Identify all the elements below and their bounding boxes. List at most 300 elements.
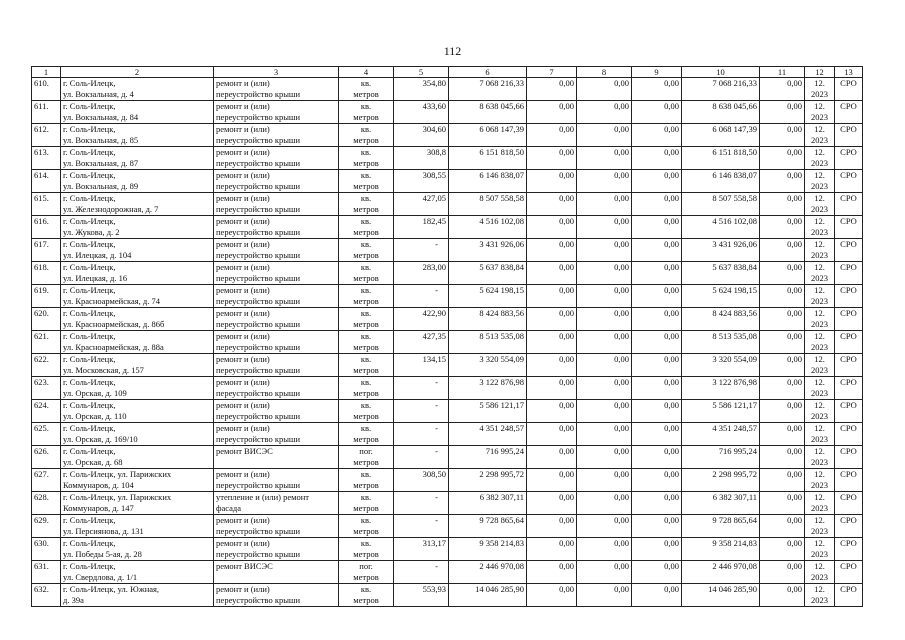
c7-text: 0,00 — [559, 354, 574, 364]
area-cell — [394, 308, 449, 331]
unit1-text: кв. — [360, 377, 372, 387]
n-text: 620. — [34, 308, 49, 318]
area-text: 308,50 — [422, 469, 446, 479]
src-text: СРО — [840, 216, 857, 226]
month-text: 12. — [814, 423, 825, 433]
c11-text: 0,00 — [787, 262, 802, 272]
src-text: СРО — [840, 377, 857, 387]
unit2-text: метров — [353, 526, 379, 536]
cost-cell — [577, 400, 632, 423]
addr2-text: Коммунаров, д. 147 — [63, 503, 134, 513]
area-text: 308,55 — [422, 170, 446, 180]
total-cost-cell — [449, 515, 527, 538]
unit2-text: метров — [353, 572, 379, 582]
c9-text: 0,00 — [664, 239, 679, 249]
unit-cell — [339, 78, 394, 101]
month-text: 12. — [814, 216, 825, 226]
month-text: 12. — [814, 584, 825, 594]
n-text: 628. — [34, 492, 49, 502]
c11-text: 0,00 — [787, 124, 802, 134]
addr2-text: ул. Илецкая, д. 104 — [63, 250, 132, 260]
c10-text: 7 068 216,33 — [712, 78, 757, 88]
unit-cell — [339, 331, 394, 354]
area-text: 354,80 — [422, 78, 446, 88]
month-text: 12. — [814, 492, 825, 502]
row-number-cell — [32, 285, 61, 308]
area-cell — [394, 78, 449, 101]
row-number-cell — [32, 423, 61, 446]
cost-cell — [760, 216, 805, 239]
cost-cell — [527, 400, 577, 423]
source-cell — [835, 193, 863, 216]
work-type-cell — [214, 469, 339, 492]
total-cost-cell — [449, 561, 527, 584]
unit-cell — [339, 170, 394, 193]
source-cell — [835, 469, 863, 492]
work-type-cell — [214, 239, 339, 262]
fund-cost-cell — [682, 170, 760, 193]
fund-cost-cell — [682, 101, 760, 124]
cost-cell — [632, 492, 682, 515]
n-text: 625. — [34, 423, 49, 433]
table-row — [32, 538, 863, 561]
deadline-cell — [805, 331, 835, 354]
unit2-text: метров — [353, 549, 379, 559]
fund-cost-cell — [682, 584, 760, 607]
cost-cell — [577, 124, 632, 147]
work1-text: ремонт и (или) — [216, 239, 270, 249]
area-cell — [394, 377, 449, 400]
source-cell — [835, 331, 863, 354]
source-cell — [835, 446, 863, 469]
cost-cell — [760, 515, 805, 538]
column-header: 4 — [339, 67, 394, 78]
column-header: 13 — [835, 67, 863, 78]
year-text: 2023 — [811, 526, 828, 536]
fund-cost-cell — [682, 469, 760, 492]
total-text: 8 513 535,08 — [479, 331, 524, 341]
work-type-cell — [214, 561, 339, 584]
total-text: 6 068 147,39 — [479, 124, 524, 134]
n-text: 615. — [34, 193, 49, 203]
unit2-text: метров — [353, 89, 379, 99]
c10-text: 14 046 285,90 — [708, 584, 757, 594]
c8-text: 0,00 — [614, 515, 629, 525]
cost-cell — [760, 239, 805, 262]
area-cell — [394, 147, 449, 170]
addr2-text: ул. Орская, д. 109 — [63, 388, 127, 398]
work-type-cell — [214, 331, 339, 354]
c7-text: 0,00 — [559, 285, 574, 295]
work1-text: ремонт и (или) — [216, 377, 270, 387]
cost-cell — [527, 377, 577, 400]
c10-text: 9 728 865,64 — [712, 515, 757, 525]
total-cost-cell — [449, 469, 527, 492]
deadline-cell — [805, 492, 835, 515]
c9-text: 0,00 — [664, 331, 679, 341]
column-header: 5 — [394, 67, 449, 78]
cost-cell — [577, 78, 632, 101]
total-cost-cell — [449, 400, 527, 423]
year-text: 2023 — [811, 273, 828, 283]
c9-text: 0,00 — [664, 584, 679, 594]
year-text: 2023 — [811, 296, 828, 306]
c10-text: 6 068 147,39 — [712, 124, 757, 134]
month-text: 12. — [814, 262, 825, 272]
total-cost-cell — [449, 124, 527, 147]
area-text: 427,05 — [422, 193, 446, 203]
area-cell — [394, 492, 449, 515]
area-cell — [394, 561, 449, 584]
total-text: 8 424 883,56 — [479, 308, 524, 318]
deadline-cell — [805, 101, 835, 124]
addr1-text: г. Соль-Илецк, ул. Парижских — [63, 492, 172, 502]
work-type-cell — [214, 354, 339, 377]
addr1-text: г. Соль-Илецк, — [63, 354, 116, 364]
c9-text: 0,00 — [664, 262, 679, 272]
area-cell — [394, 538, 449, 561]
c8-text: 0,00 — [614, 101, 629, 111]
area-text: 427,35 — [422, 331, 446, 341]
unit2-text: метров — [353, 503, 379, 513]
c9-text: 0,00 — [664, 147, 679, 157]
addr2-text: ул. Свердлова, д. 1/1 — [63, 572, 138, 582]
cost-cell — [527, 147, 577, 170]
table-row — [32, 193, 863, 216]
address-cell — [61, 331, 214, 354]
unit1-text: кв. — [360, 101, 372, 111]
table-row — [32, 469, 863, 492]
unit1-text: кв. — [360, 285, 372, 295]
c7-text: 0,00 — [559, 78, 574, 88]
c10-text: 9 358 214,83 — [712, 538, 757, 548]
cost-cell — [632, 78, 682, 101]
deadline-cell — [805, 515, 835, 538]
cost-cell — [760, 331, 805, 354]
table-row — [32, 515, 863, 538]
addr1-text: г. Соль-Илецк, — [63, 78, 116, 88]
table-row — [32, 584, 863, 607]
row-number-cell — [32, 308, 61, 331]
month-text: 12. — [814, 538, 825, 548]
row-number-cell — [32, 561, 61, 584]
c11-text: 0,00 — [787, 400, 802, 410]
address-cell — [61, 446, 214, 469]
work-type-cell — [214, 285, 339, 308]
n-text: 631. — [34, 561, 49, 571]
month-text: 12. — [814, 354, 825, 364]
cost-cell — [632, 285, 682, 308]
addr1-text: г. Соль-Илецк, — [63, 423, 116, 433]
source-cell — [835, 308, 863, 331]
cost-cell — [527, 285, 577, 308]
source-cell — [835, 538, 863, 561]
cost-cell — [632, 354, 682, 377]
area-text: - — [435, 446, 438, 456]
unit2-text: метров — [353, 342, 379, 352]
cost-cell — [632, 584, 682, 607]
n-text: 627. — [34, 469, 49, 479]
cost-cell — [577, 101, 632, 124]
cost-cell — [632, 469, 682, 492]
area-text: - — [435, 492, 438, 502]
row-number-cell — [32, 193, 61, 216]
cost-cell — [760, 400, 805, 423]
row-number-cell — [32, 584, 61, 607]
addr2-text: ул. Вокзальная, д. 87 — [63, 158, 139, 168]
c10-text: 2 446 970,08 — [712, 561, 757, 571]
total-cost-cell — [449, 446, 527, 469]
table-row — [32, 147, 863, 170]
table-row — [32, 124, 863, 147]
work-type-cell — [214, 101, 339, 124]
c8-text: 0,00 — [614, 216, 629, 226]
unit1-text: кв. — [360, 400, 372, 410]
fund-cost-cell — [682, 331, 760, 354]
address-cell — [61, 492, 214, 515]
n-text: 618. — [34, 262, 49, 272]
work2-text: переустройство крыши — [216, 227, 301, 237]
fund-cost-cell — [682, 354, 760, 377]
cost-cell — [527, 584, 577, 607]
area-cell — [394, 124, 449, 147]
cost-cell — [527, 239, 577, 262]
addr2-text: ул. Московская, д. 157 — [63, 365, 144, 375]
total-cost-cell — [449, 354, 527, 377]
n-text: 629. — [34, 515, 49, 525]
source-cell — [835, 515, 863, 538]
c7-text: 0,00 — [559, 170, 574, 180]
unit-cell — [339, 216, 394, 239]
source-cell — [835, 400, 863, 423]
total-cost-cell — [449, 101, 527, 124]
month-text: 12. — [814, 285, 825, 295]
table-row — [32, 492, 863, 515]
addr1-text: г. Соль-Илецк, ул. Южная, — [63, 584, 160, 594]
unit1-text: кв. — [360, 354, 372, 364]
source-cell — [835, 124, 863, 147]
fund-cost-cell — [682, 400, 760, 423]
work-type-cell — [214, 78, 339, 101]
n-text: 613. — [34, 147, 49, 157]
source-cell — [835, 147, 863, 170]
c10-text: 5 624 198,15 — [712, 285, 757, 295]
c7-text: 0,00 — [559, 561, 574, 571]
area-cell — [394, 262, 449, 285]
unit2-text: метров — [353, 365, 379, 375]
year-text: 2023 — [811, 112, 828, 122]
cost-cell — [527, 124, 577, 147]
year-text: 2023 — [811, 549, 828, 559]
total-text: 8 507 558,58 — [479, 193, 524, 203]
c9-text: 0,00 — [664, 492, 679, 502]
address-cell — [61, 239, 214, 262]
year-text: 2023 — [811, 595, 828, 605]
unit1-text: кв. — [360, 584, 372, 594]
work2-text: переустройство крыши — [216, 342, 301, 352]
src-text: СРО — [840, 423, 857, 433]
addr1-text: г. Соль-Илецк, — [63, 193, 116, 203]
c11-text: 0,00 — [787, 446, 802, 456]
unit-cell — [339, 308, 394, 331]
addr2-text: д. 39а — [63, 595, 84, 605]
src-text: СРО — [840, 354, 857, 364]
c7-text: 0,00 — [559, 331, 574, 341]
total-cost-cell — [449, 331, 527, 354]
unit-cell — [339, 377, 394, 400]
unit1-text: кв. — [360, 239, 372, 249]
column-header: 3 — [214, 67, 339, 78]
address-cell — [61, 285, 214, 308]
work-type-cell — [214, 124, 339, 147]
work-type-cell — [214, 170, 339, 193]
table-row — [32, 400, 863, 423]
cost-cell — [632, 170, 682, 193]
src-text: СРО — [840, 262, 857, 272]
work-type-cell — [214, 377, 339, 400]
month-text: 12. — [814, 308, 825, 318]
cost-cell — [527, 216, 577, 239]
cost-cell — [577, 308, 632, 331]
c11-text: 0,00 — [787, 377, 802, 387]
year-text: 2023 — [811, 503, 828, 513]
n-text: 626. — [34, 446, 49, 456]
addr1-text: г. Соль-Илецк, — [63, 377, 116, 387]
n-text: 617. — [34, 239, 49, 249]
c8-text: 0,00 — [614, 331, 629, 341]
unit1-text: кв. — [360, 262, 372, 272]
cost-cell — [760, 584, 805, 607]
c11-text: 0,00 — [787, 216, 802, 226]
cost-cell — [760, 285, 805, 308]
c7-text: 0,00 — [559, 101, 574, 111]
src-text: СРО — [840, 446, 857, 456]
work1-text: ремонт и (или) — [216, 584, 270, 594]
unit2-text: метров — [353, 434, 379, 444]
deadline-cell — [805, 446, 835, 469]
deadline-cell — [805, 124, 835, 147]
fund-cost-cell — [682, 515, 760, 538]
area-text: - — [435, 400, 438, 410]
deadline-cell — [805, 239, 835, 262]
year-text: 2023 — [811, 388, 828, 398]
area-text: 553,93 — [422, 584, 446, 594]
unit2-text: метров — [353, 227, 379, 237]
fund-cost-cell — [682, 78, 760, 101]
area-text: 313,17 — [422, 538, 446, 548]
source-cell — [835, 170, 863, 193]
cost-cell — [527, 78, 577, 101]
deadline-cell — [805, 354, 835, 377]
c9-text: 0,00 — [664, 538, 679, 548]
unit2-text: метров — [353, 595, 379, 605]
area-text: - — [435, 423, 438, 433]
area-cell — [394, 400, 449, 423]
cost-cell — [527, 170, 577, 193]
c10-text: 6 151 818,50 — [712, 147, 757, 157]
repair-register-table — [31, 66, 863, 607]
deadline-cell — [805, 538, 835, 561]
cost-cell — [527, 308, 577, 331]
unit-cell — [339, 538, 394, 561]
work2-text: переустройство крыши — [216, 89, 301, 99]
deadline-cell — [805, 584, 835, 607]
total-cost-cell — [449, 423, 527, 446]
work-type-cell — [214, 446, 339, 469]
src-text: СРО — [840, 170, 857, 180]
table-row — [32, 285, 863, 308]
table-row — [32, 78, 863, 101]
unit1-text: кв. — [360, 147, 372, 157]
unit2-text: метров — [353, 457, 379, 467]
address-cell — [61, 170, 214, 193]
column-header: 6 — [449, 67, 527, 78]
deadline-cell — [805, 400, 835, 423]
address-cell — [61, 400, 214, 423]
column-header: 2 — [61, 67, 214, 78]
total-cost-cell — [449, 78, 527, 101]
deadline-cell — [805, 377, 835, 400]
work2-text: переустройство крыши — [216, 204, 301, 214]
c9-text: 0,00 — [664, 400, 679, 410]
c9-text: 0,00 — [664, 423, 679, 433]
unit2-text: метров — [353, 480, 379, 490]
total-cost-cell — [449, 147, 527, 170]
c11-text: 0,00 — [787, 193, 802, 203]
column-header: 12 — [805, 67, 835, 78]
c10-text: 8 638 045,66 — [712, 101, 757, 111]
unit1-text: кв. — [360, 423, 372, 433]
table-row — [32, 262, 863, 285]
addr1-text: г. Соль-Илецк, — [63, 331, 116, 341]
unit-cell — [339, 469, 394, 492]
table-row — [32, 561, 863, 584]
cost-cell — [577, 239, 632, 262]
source-cell — [835, 492, 863, 515]
n-text: 622. — [34, 354, 49, 364]
c9-text: 0,00 — [664, 515, 679, 525]
total-text: 716 995,24 — [485, 446, 524, 456]
cost-cell — [760, 124, 805, 147]
address-cell — [61, 538, 214, 561]
cost-cell — [577, 423, 632, 446]
c8-text: 0,00 — [614, 147, 629, 157]
c11-text: 0,00 — [787, 170, 802, 180]
n-text: 621. — [34, 331, 49, 341]
work2-text: переустройство крыши — [216, 549, 301, 559]
c9-text: 0,00 — [664, 561, 679, 571]
deadline-cell — [805, 469, 835, 492]
address-cell — [61, 124, 214, 147]
month-text: 12. — [814, 239, 825, 249]
total-text: 3 320 554,09 — [479, 354, 524, 364]
cost-cell — [760, 469, 805, 492]
cost-cell — [577, 538, 632, 561]
fund-cost-cell — [682, 446, 760, 469]
total-text: 5 637 838,84 — [479, 262, 524, 272]
deadline-cell — [805, 78, 835, 101]
c8-text: 0,00 — [614, 124, 629, 134]
c10-text: 3 320 554,09 — [712, 354, 757, 364]
year-text: 2023 — [811, 365, 828, 375]
c8-text: 0,00 — [614, 239, 629, 249]
deadline-cell — [805, 193, 835, 216]
addr2-text: ул. Вокзальная, д. 84 — [63, 112, 139, 122]
unit-cell — [339, 354, 394, 377]
row-number-cell — [32, 262, 61, 285]
cost-cell — [760, 101, 805, 124]
work-type-cell — [214, 400, 339, 423]
